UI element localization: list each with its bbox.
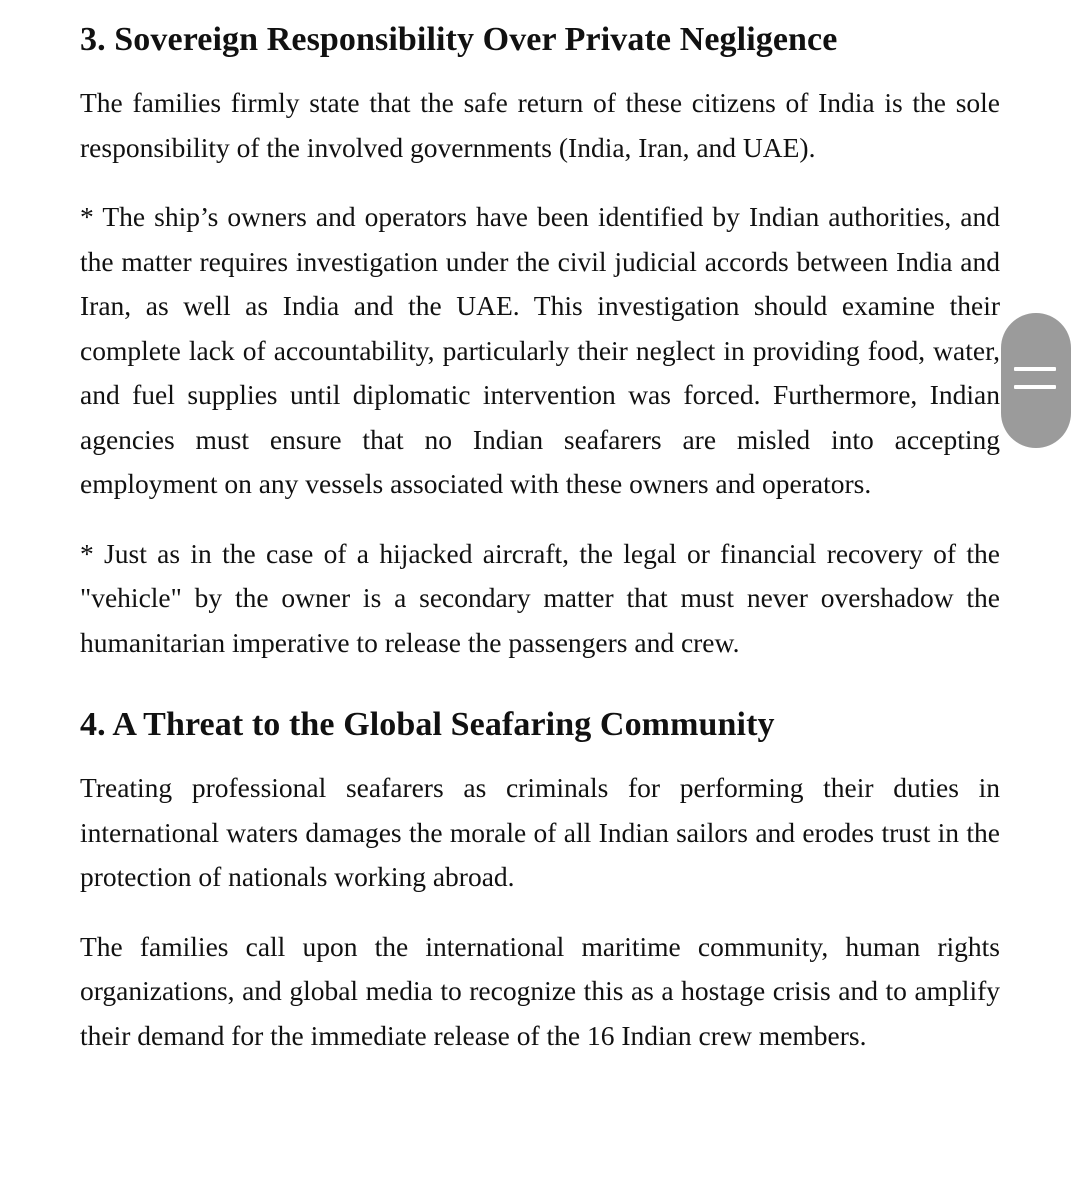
drag-grip-icon <box>1014 385 1056 389</box>
document-page <box>80 18 1000 1058</box>
paragraph: The families firmly state that the safe return of these citizens of India is the sole responsibility of the involved governments (India, Iran, and UAE). <box>80 87 1000 163</box>
paragraph: Treating professional seafarers as criminals for performing their duties in international waters damages the morale of all Indian sailors and erodes trust in the protection of nationals working abroad. <box>80 772 1000 892</box>
drag-grip-icon <box>1014 367 1056 371</box>
section-heading: 4. A Threat to the Global Seafaring Community <box>80 706 775 743</box>
scroll-handle[interactable] <box>1001 313 1071 448</box>
section-heading: 3. Sovereign Responsibility Over Private Negligence <box>80 21 838 58</box>
paragraph: * Just as in the case of a hijacked aircraft, the legal or financial recovery of the "vehicle" by the owner is a secondary matter that must never overshadow the humanitarian imperative to release the passengers and crew. <box>80 537 1000 658</box>
paragraph: The families call upon the international maritime community, human rights organizations, and global media to recognize this as a hostage crisis and to amplify their demand for the immediate release of the 16 Indian crew members. <box>80 930 1000 1051</box>
paragraph: * The ship’s owners and operators have been identified by Indian authorities, and the matter requires investigation under the civil judicial accords between India and Iran, as well as India and the UAE. This investigation should examine their complete lack of accountability, particularly their neglect in providing food, water, and fuel supplies until diplomatic intervention was forced. Furthermore, Indian agencies must ensure that no Indian seafarers are misled into accepting employment on any vessels associated with these owners and operators. <box>80 201 1000 499</box>
